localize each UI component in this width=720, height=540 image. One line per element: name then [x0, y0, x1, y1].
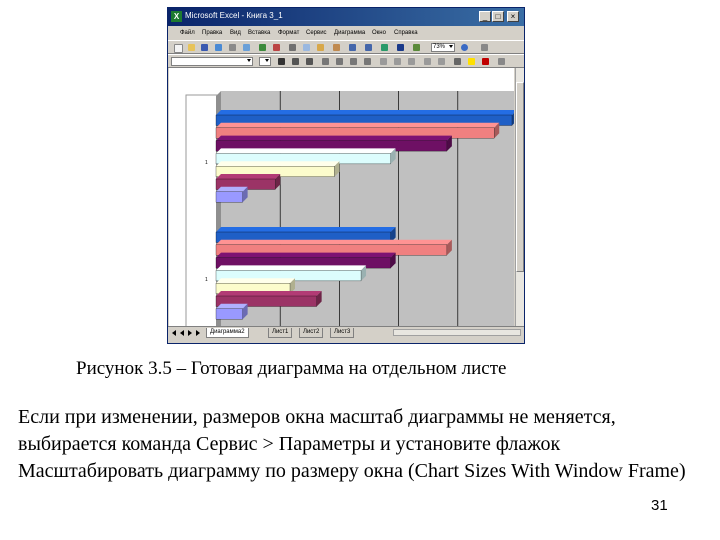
sheet-tab-sheet1[interactable]: Лист1 [268, 328, 292, 338]
chart-sheet-area[interactable] [169, 68, 514, 326]
bar-top-face [216, 253, 396, 258]
sheet-tab-sheet2[interactable]: Лист2 [299, 328, 323, 338]
align-right-icon[interactable] [350, 58, 357, 65]
align-center-icon[interactable] [336, 58, 343, 65]
toolbar-options-icon[interactable] [481, 44, 488, 51]
bar-top-face [216, 240, 452, 245]
borders-icon[interactable] [454, 58, 461, 65]
bar-top-face [216, 174, 280, 179]
paste-icon[interactable] [317, 44, 324, 51]
chevron-down-icon [265, 59, 269, 62]
bar-top-face [216, 123, 499, 128]
toolbar-options-icon[interactable] [498, 58, 505, 65]
bar-top-face [216, 304, 248, 309]
prev-sheet-icon[interactable] [180, 330, 184, 336]
last-sheet-icon[interactable] [196, 330, 200, 336]
first-sheet-icon[interactable] [172, 330, 176, 336]
bar-chart[interactable] [169, 68, 514, 326]
menu-insert[interactable]: Вставка [248, 30, 271, 36]
sheet-tab-chart2[interactable]: Диаграмма2 [206, 328, 249, 338]
menu-format[interactable]: Формат [278, 30, 300, 36]
menu-chart[interactable]: Диаграмма [334, 30, 366, 36]
minimize-button[interactable]: _ [479, 11, 491, 22]
scroll-thumb[interactable] [516, 82, 524, 272]
spelling-icon[interactable] [259, 44, 266, 51]
title-bar[interactable] [168, 8, 524, 26]
standard-toolbar [168, 40, 524, 54]
bar [216, 309, 243, 320]
print-preview-icon[interactable] [243, 44, 250, 51]
increase-decimal-icon[interactable] [424, 58, 431, 65]
page-number: 31 [651, 497, 668, 514]
vertical-scrollbar[interactable] [515, 68, 524, 326]
font-color-icon[interactable] [482, 58, 489, 65]
close-button[interactable]: × [507, 11, 519, 22]
new-icon[interactable] [174, 44, 183, 53]
format-painter-icon[interactable] [333, 44, 340, 51]
formatting-toolbar [168, 54, 524, 68]
bar-top-face [216, 148, 396, 153]
underline-icon[interactable] [306, 58, 313, 65]
window-title: Microsoft Excel - Книга 3_1 [185, 11, 283, 20]
hyperlink-icon[interactable] [381, 44, 388, 51]
decrease-decimal-icon[interactable] [438, 58, 445, 65]
italic-icon[interactable] [292, 58, 299, 65]
menu-tools[interactable]: Сервис [306, 30, 327, 36]
horizontal-scrollbar[interactable] [393, 329, 521, 336]
currency-icon[interactable] [380, 58, 387, 65]
align-left-icon[interactable] [322, 58, 329, 65]
save-icon[interactable] [201, 44, 208, 51]
body-paragraph: Если при изменении, размеров окна масштаб диаграммы не меняется, выбирается команда Сервис > Параметры и установите флажок Масштабировать диаграмму по размеру окна (Chart Sizes With Window Frame) [18, 406, 686, 482]
excel-app-icon[interactable]: X [171, 11, 182, 22]
bar-top-face [216, 187, 248, 192]
cut-icon[interactable] [289, 44, 296, 51]
name-box[interactable] [171, 57, 253, 66]
menu-edit[interactable]: Правка [202, 30, 223, 36]
bar-top-face [216, 291, 322, 296]
menu-bar [168, 27, 524, 40]
menu-view[interactable]: Вид [230, 30, 241, 36]
bar-top-face [216, 110, 514, 115]
category-tick-label: 1 [205, 159, 208, 166]
merge-center-icon[interactable] [364, 58, 371, 65]
help-icon[interactable] [461, 44, 468, 51]
next-sheet-icon[interactable] [188, 330, 192, 336]
font-size-box[interactable] [259, 57, 271, 66]
redo-icon[interactable] [365, 44, 372, 51]
comma-style-icon[interactable] [408, 58, 415, 65]
menu-help[interactable]: Справка [394, 30, 418, 36]
zoom-select[interactable] [431, 43, 455, 52]
bar-top-face [216, 278, 295, 283]
print-icon[interactable] [229, 44, 236, 51]
bold-icon[interactable] [278, 58, 285, 65]
chevron-down-icon [449, 45, 453, 48]
fill-color-icon[interactable] [468, 58, 475, 65]
chevron-down-icon [247, 59, 251, 62]
menu-file[interactable]: Файл [180, 30, 195, 36]
email-icon[interactable] [215, 44, 222, 51]
bar-top-face [216, 161, 339, 166]
chart-wizard-icon[interactable] [413, 44, 420, 51]
sheet-tab-sheet3[interactable]: Лист3 [330, 328, 354, 338]
undo-icon[interactable] [349, 44, 356, 51]
bar [216, 192, 243, 203]
percent-icon[interactable] [394, 58, 401, 65]
category-tick-label: 1 [205, 276, 208, 283]
research-icon[interactable] [273, 44, 280, 51]
menu-window[interactable]: Окно [372, 30, 386, 36]
excel-window [167, 7, 525, 344]
bar-top-face [216, 227, 396, 232]
bar-top-face [216, 136, 452, 141]
copy-icon[interactable] [303, 44, 310, 51]
autosum-icon[interactable] [397, 44, 404, 51]
zoom-value: 73% [433, 44, 446, 50]
open-icon[interactable] [188, 44, 195, 51]
figure-caption: Рисунок 3.5 – Готовая диаграмма на отдельном листе [76, 358, 507, 379]
sheet-tab-bar [168, 326, 524, 339]
maximize-button[interactable]: □ [492, 11, 504, 22]
bar-top-face [216, 265, 366, 270]
